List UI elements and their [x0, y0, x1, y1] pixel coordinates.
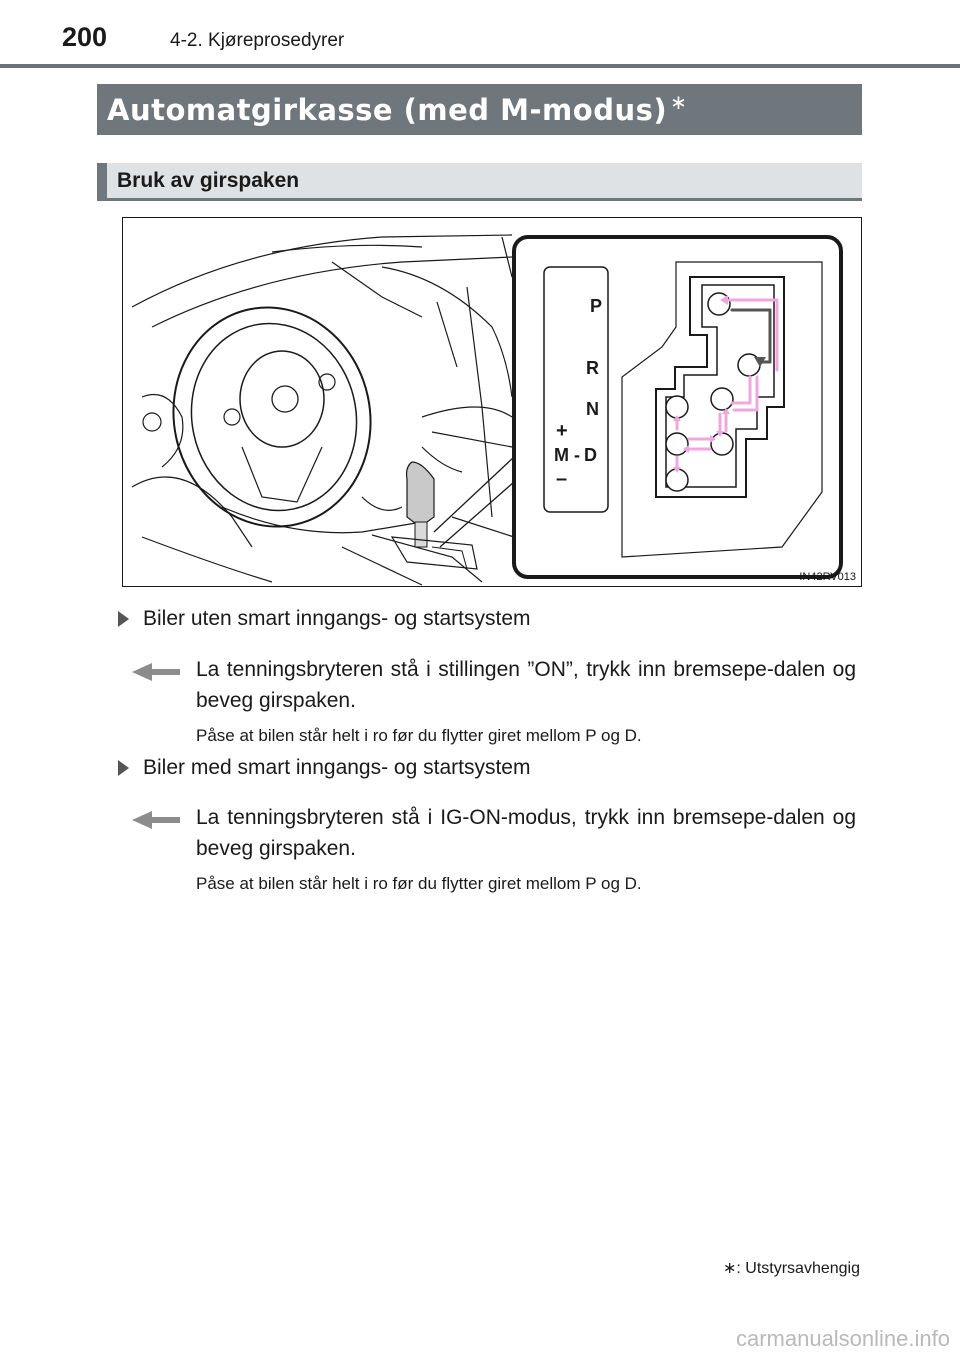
gear-label-dash: - [574, 445, 580, 465]
illustration-svg [122, 217, 862, 587]
gear-label-minus: – [556, 468, 568, 490]
bullet-text-2: Biler med smart inngangs- og startsystem [143, 756, 531, 779]
gear-label-n: N [586, 399, 599, 419]
bullet-triangle-icon [118, 611, 129, 627]
note-2: Påse at bilen står helt i ro før du flytter giret mellom P og D. [196, 874, 642, 893]
page-number: 200 [62, 22, 108, 52]
footnote-asterisk: ∗ [722, 1260, 737, 1277]
gear-label-m: M [554, 445, 569, 465]
subsection-heading [97, 163, 862, 201]
gear-label-plus: + [556, 420, 568, 442]
figure-code: IN42RV013 [799, 571, 856, 583]
gear-label-r: R [586, 358, 599, 378]
section-title-text: Automatgirkasse (med M-modus) [107, 92, 668, 127]
shift-lever-illustration [122, 217, 862, 587]
left-arrow-icon [130, 661, 182, 683]
section-title-asterisk: ∗ [670, 90, 688, 114]
subsection-title: Bruk av girspaken [117, 168, 300, 192]
step-text-1: La tenningsbryteren stå i stillingen ”ON”, trykk inn bremsepe-dalen og beveg girspaken. [196, 658, 856, 712]
gear-label-d: D [584, 445, 597, 465]
bullet-triangle-icon [118, 760, 129, 776]
left-arrow-icon [130, 809, 182, 831]
bullet-text-1: Biler uten smart inngangs- og startsystem [143, 607, 531, 630]
watermark: carmanualsonline.info [735, 1326, 950, 1351]
bullet-item-1 [118, 607, 531, 631]
gear-label-p: P [590, 296, 603, 316]
header-rule [0, 64, 960, 68]
note-1: Påse at bilen står helt i ro før du flytter giret mellom P og D. [196, 726, 642, 745]
footnote-text: : Utstyrsavhengig [736, 1260, 860, 1277]
step-text-2: La tenningsbryteren stå i IG-ON-modus, trykk inn bremsepe-dalen og beveg girspaken. [196, 806, 856, 860]
subsection-bar [97, 163, 107, 198]
bullet-item-2 [118, 756, 530, 780]
section-title [97, 84, 862, 135]
chapter-title: 4-2. Kjøreprosedyrer [170, 30, 345, 51]
footnote [723, 1258, 860, 1278]
